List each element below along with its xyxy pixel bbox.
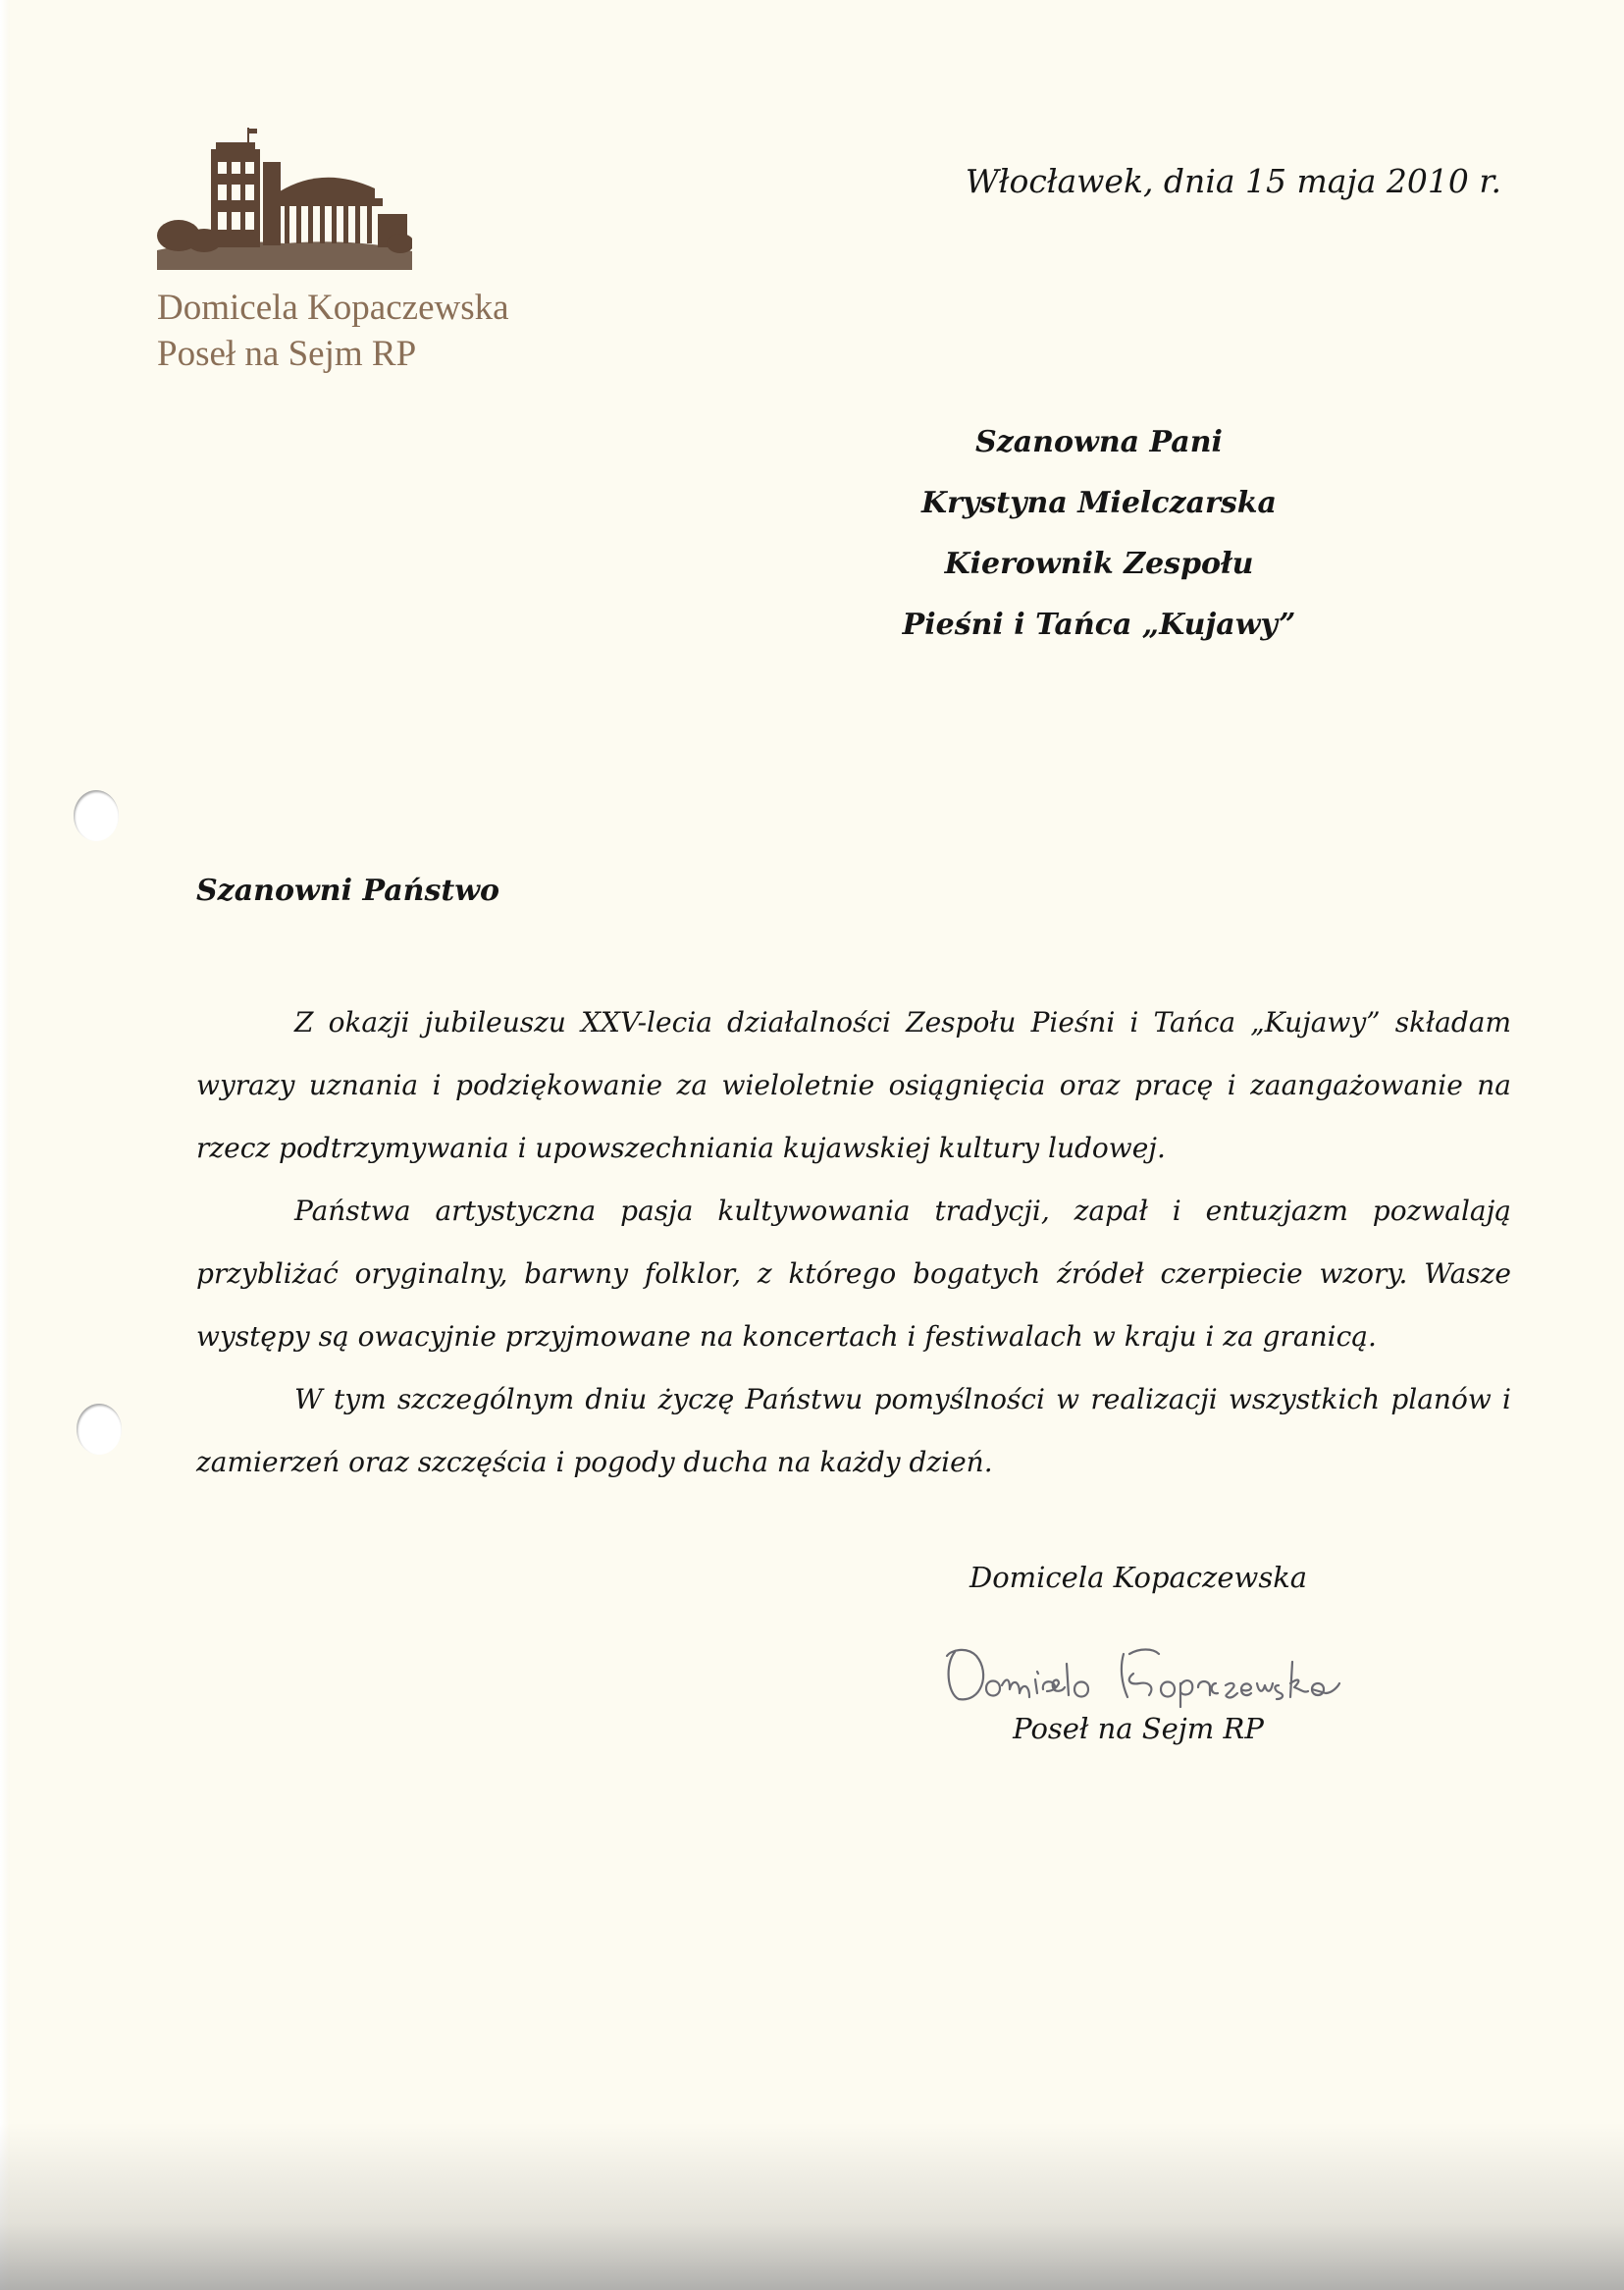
letterhead-name: Domicela Kopaczewska: [157, 288, 509, 328]
closing-name: Domicela Kopaczewska: [969, 1561, 1308, 1594]
letter-body: [196, 991, 1511, 1494]
recipient-line-1: Szanowna Pani: [975, 425, 1223, 459]
salutation: Szanowni Państwo: [196, 874, 500, 908]
recipient-line-2: Krystyna Mielczarska: [921, 486, 1277, 520]
body-paragraph-2: Państwa artystyczna pasja kultywowania tradycji, zapał i entuzjazm pozwalają przybliżać oryginalny, barwny folklor, z którego bogatych źródeł czerpiecie wzory. Wasze występy są owacyjnie przyjmowane na koncertach i festiwalach w kraju i za granicą.: [196, 1195, 1511, 1353]
punch-hole-bottom: [77, 1404, 122, 1455]
sejm-building-icon: [157, 128, 412, 270]
paper-edge: [0, 0, 10, 2290]
letterhead: [157, 285, 509, 377]
recipient-block: [756, 412, 1442, 656]
handwritten-signature: [937, 1634, 1359, 1713]
closing-title: Poseł na Sejm RP: [1013, 1712, 1264, 1745]
body-paragraph-1: Z okazji jubileuszu XXV-lecia działalności Zespołu Pieśni i Tańca „Kujawy” składam wyrazy uznania i podziękowanie za wieloletnie osiągnięcia oraz pracę i zaangażowanie na rzecz podtrzymywania i upowszechniania kujawskiej kultury ludowej.: [196, 1006, 1511, 1164]
recipient-line-4: Pieśni i Tańca „Kujawy”: [902, 608, 1296, 642]
letter-date: Włocławek, dnia 15 maja 2010 r.: [965, 162, 1501, 200]
body-paragraph-3: W tym szczególnym dniu życzę Państwu pomyślności w realizacji wszystkich planów i zamierzeń oraz szczęścia i pogody ducha na każdy dzień.: [196, 1383, 1511, 1478]
paper-shadow: [0, 2123, 1624, 2290]
punch-hole-top: [74, 790, 119, 841]
letterhead-title: Poseł na Sejm RP: [157, 334, 417, 374]
recipient-line-3: Kierownik Zespołu: [944, 547, 1254, 581]
